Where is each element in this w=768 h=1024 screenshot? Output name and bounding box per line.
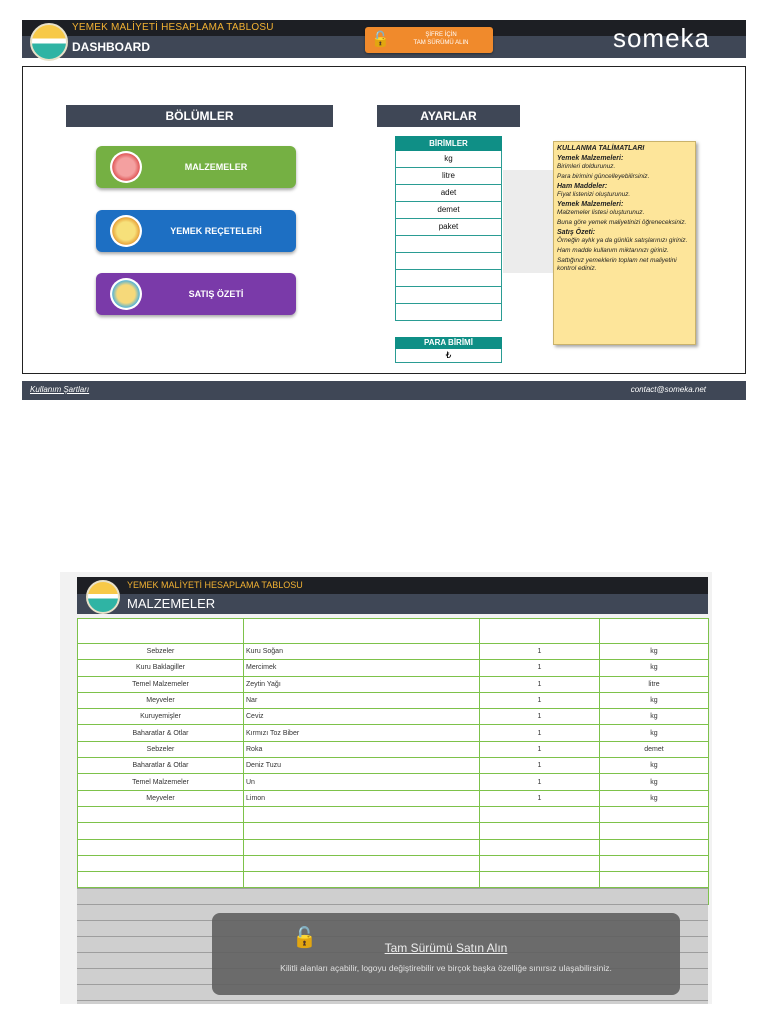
ingredient-cell[interactable]: Un — [244, 774, 480, 790]
app-logo — [30, 23, 68, 61]
unit-cell[interactable]: kg — [600, 790, 709, 806]
quantity-cell[interactable]: 1 — [480, 790, 600, 806]
category-cell[interactable]: Meyveler — [78, 692, 244, 708]
instruction-line: Para birimini güncelleyebilirsiniz. — [557, 173, 650, 180]
lock-button-line1: ŞİFRE İÇİN — [425, 32, 457, 38]
unit-cell[interactable] — [395, 270, 502, 287]
instruction-line: Örneğin aylık ya da günlük satışlarınızı giriniz. — [557, 237, 688, 244]
unit-cell[interactable]: kg — [600, 774, 709, 790]
ingredient-cell[interactable] — [244, 839, 480, 855]
category-cell[interactable] — [78, 823, 244, 839]
lock-button-line2: TAM SÜRÜMÜ ALIN — [413, 40, 469, 46]
unit-cell[interactable]: kg — [600, 692, 709, 708]
quantity-cell[interactable]: 1 — [480, 676, 600, 692]
table-row — [78, 758, 709, 774]
table-row — [78, 676, 709, 692]
quantity-cell[interactable] — [480, 855, 600, 871]
category-cell[interactable]: Sebzeler — [78, 644, 244, 660]
ingredients-header — [77, 577, 708, 614]
buy-full-version-link[interactable]: Tam Sürümü Satın Alın — [384, 941, 508, 955]
buy-full-version-overlay[interactable] — [212, 913, 680, 995]
ingredient-cell[interactable]: Kuru Soğan — [244, 644, 480, 660]
ingredient-cell[interactable]: Nar — [244, 692, 480, 708]
category-cell[interactable]: Kuru Baklagiller — [78, 660, 244, 676]
header-cell — [600, 619, 709, 644]
ingredient-cell[interactable]: Roka — [244, 741, 480, 757]
quantity-cell[interactable] — [480, 839, 600, 855]
quantity-cell[interactable] — [480, 872, 600, 888]
buy-full-version-description: Kilitli alanları açabilir, logoyu değiştirebilir ve birçok başka özelliğe sınırsız ulaşabilirsiniz. — [280, 963, 612, 973]
table-header-row — [78, 619, 709, 644]
unit-cell[interactable] — [600, 855, 709, 871]
unit-cell[interactable] — [395, 236, 502, 253]
quantity-cell[interactable] — [480, 823, 600, 839]
unit-cell[interactable] — [395, 304, 502, 321]
unit-cell[interactable]: litre — [395, 168, 502, 185]
quantity-cell[interactable]: 1 — [480, 725, 600, 741]
quantity-cell[interactable]: 1 — [480, 644, 600, 660]
contact-email[interactable]: contact@someka.net — [630, 385, 706, 394]
instructions-note — [553, 141, 696, 345]
table-row — [78, 660, 709, 676]
quantity-cell[interactable]: 1 — [480, 774, 600, 790]
quantity-cell[interactable]: 1 — [480, 660, 600, 676]
ingredient-cell[interactable]: Kırmızı Toz Biber — [244, 725, 480, 741]
terms-link[interactable]: Kullanım Şartları — [30, 385, 90, 394]
currency-cell[interactable]: ₺ — [395, 349, 502, 363]
grid-line — [77, 888, 708, 889]
someka-logo[interactable]: someka — [612, 23, 710, 53]
instruction-line: Buna göre yemek maliyetinizi öğreneceksiniz. — [557, 219, 687, 226]
table-row — [78, 806, 709, 822]
ingredient-cell[interactable] — [244, 823, 480, 839]
quantity-cell[interactable]: 1 — [480, 709, 600, 725]
sales-summary-button[interactable] — [96, 273, 296, 315]
unit-cell[interactable] — [395, 253, 502, 270]
units-header: BİRİMLER — [395, 136, 502, 151]
unit-cell[interactable]: adet — [395, 185, 502, 202]
recipes-button[interactable] — [96, 210, 296, 252]
instruction-line: Malzemeler listesi oluşturunuz. — [557, 209, 645, 216]
sheet-title: MALZEMELER — [127, 596, 216, 611]
recipes-icon — [110, 215, 142, 247]
ingredient-cell[interactable]: Ceviz — [244, 709, 480, 725]
instruction-line: Ham madde kullanım miktarınızı giriniz. — [557, 247, 669, 254]
instruction-line: Fiyat listenizi oluşturunuz. — [557, 191, 631, 198]
unit-cell[interactable]: demet — [395, 202, 502, 219]
ingredient-cell[interactable]: Mercimek — [244, 660, 480, 676]
unit-cell[interactable] — [600, 839, 709, 855]
category-cell[interactable] — [78, 839, 244, 855]
sheet-title: DASHBOARD — [72, 40, 150, 54]
settings-header: AYARLAR — [377, 105, 520, 127]
unlock-full-version-button[interactable] — [365, 27, 493, 53]
category-cell[interactable]: Baharatlar & Otlar — [78, 758, 244, 774]
table-row — [78, 644, 709, 660]
unit-cell[interactable]: kg — [600, 758, 709, 774]
ingredient-cell[interactable] — [244, 872, 480, 888]
ingredients-icon — [110, 151, 142, 183]
table-row — [78, 790, 709, 806]
table-row — [78, 774, 709, 790]
ingredient-cell[interactable] — [244, 855, 480, 871]
unit-cell[interactable]: kg — [600, 660, 709, 676]
unit-cell[interactable]: kg — [600, 725, 709, 741]
dashboard-footer — [22, 381, 746, 400]
app-title: YEMEK MALİYETİ HESAPLAMA TABLOSU — [72, 22, 274, 33]
ingredients-grid — [77, 618, 709, 905]
unit-cell[interactable] — [600, 872, 709, 888]
table-row — [78, 709, 709, 725]
sales-summary-icon — [110, 278, 142, 310]
unit-cell[interactable]: kg — [600, 644, 709, 660]
ingredients-button[interactable] — [96, 146, 296, 188]
unit-cell[interactable]: kg — [600, 709, 709, 725]
currency-table — [395, 337, 502, 363]
category-cell[interactable]: Sebzeler — [78, 741, 244, 757]
quantity-cell[interactable]: 1 — [480, 758, 600, 774]
unit-cell[interactable]: kg — [395, 151, 502, 168]
grid-line — [77, 904, 708, 905]
currency-header: PARA BİRİMİ — [395, 337, 502, 349]
instruction-line: Sattığınız yemeklerin toplam net maliyetini kontrol ediniz. — [557, 257, 677, 272]
dashboard-header — [22, 20, 746, 58]
category-cell[interactable]: Meyveler — [78, 790, 244, 806]
ingredients-button-label: MALZEMELER — [184, 162, 248, 172]
header-cell — [480, 619, 600, 644]
instruction-heading: Ham Maddeler: — [557, 183, 608, 190]
recipes-button-label: YEMEK REÇETELERİ — [170, 226, 262, 236]
unit-cell[interactable] — [600, 806, 709, 822]
ingredient-cell[interactable]: Zeytin Yağı — [244, 676, 480, 692]
table-row — [78, 725, 709, 741]
ingredient-cell[interactable]: Deniz Tuzu — [244, 758, 480, 774]
table-row — [78, 855, 709, 871]
units-table — [395, 136, 502, 321]
ingredients-screenshot — [60, 572, 712, 1004]
sections-header: BÖLÜMLER — [66, 105, 333, 127]
table-row — [78, 872, 709, 888]
category-cell[interactable]: Kuruyemişler — [78, 709, 244, 725]
app-logo — [86, 580, 120, 614]
lock-icon: 🔓 — [371, 31, 390, 48]
category-cell[interactable] — [78, 855, 244, 871]
quantity-cell[interactable]: 1 — [480, 692, 600, 708]
dashboard-panel — [22, 66, 746, 374]
instruction-heading: Yemek Malzemeleri: — [557, 201, 624, 208]
grid-line — [77, 1000, 708, 1001]
instructions-title: KULLANMA TALİMATLARI — [557, 145, 645, 152]
instruction-line: Birimleri doldurunuz. — [557, 163, 616, 170]
table-row — [78, 823, 709, 839]
lock-icon: 🔓 — [292, 927, 317, 949]
ingredient-cell[interactable]: Limon — [244, 790, 480, 806]
app-title: YEMEK MALİYETİ HESAPLAMA TABLOSU — [127, 580, 303, 590]
category-cell[interactable]: Temel Malzemeler — [78, 676, 244, 692]
unit-cell[interactable]: litre — [600, 676, 709, 692]
sales-summary-button-label: SATIŞ ÖZETİ — [188, 289, 244, 299]
instruction-heading: Satış Özeti: — [557, 229, 596, 236]
ingredient-cell[interactable] — [244, 806, 480, 822]
header-cell — [244, 619, 480, 644]
table-row — [78, 839, 709, 855]
category-cell[interactable] — [78, 872, 244, 888]
table-row — [78, 741, 709, 757]
quantity-cell[interactable]: 1 — [480, 741, 600, 757]
category-cell[interactable]: Temel Malzemeler — [78, 774, 244, 790]
instruction-heading: Yemek Malzemeleri: — [557, 155, 624, 162]
unit-cell[interactable]: demet — [600, 741, 709, 757]
unit-cell[interactable] — [395, 287, 502, 304]
table-row — [78, 692, 709, 708]
unit-cell[interactable]: paket — [395, 219, 502, 236]
header-cell — [78, 619, 244, 644]
category-cell[interactable] — [78, 806, 244, 822]
category-cell[interactable]: Baharatlar & Otlar — [78, 725, 244, 741]
unit-cell[interactable] — [600, 823, 709, 839]
gray-spacer — [503, 170, 553, 273]
quantity-cell[interactable] — [480, 806, 600, 822]
